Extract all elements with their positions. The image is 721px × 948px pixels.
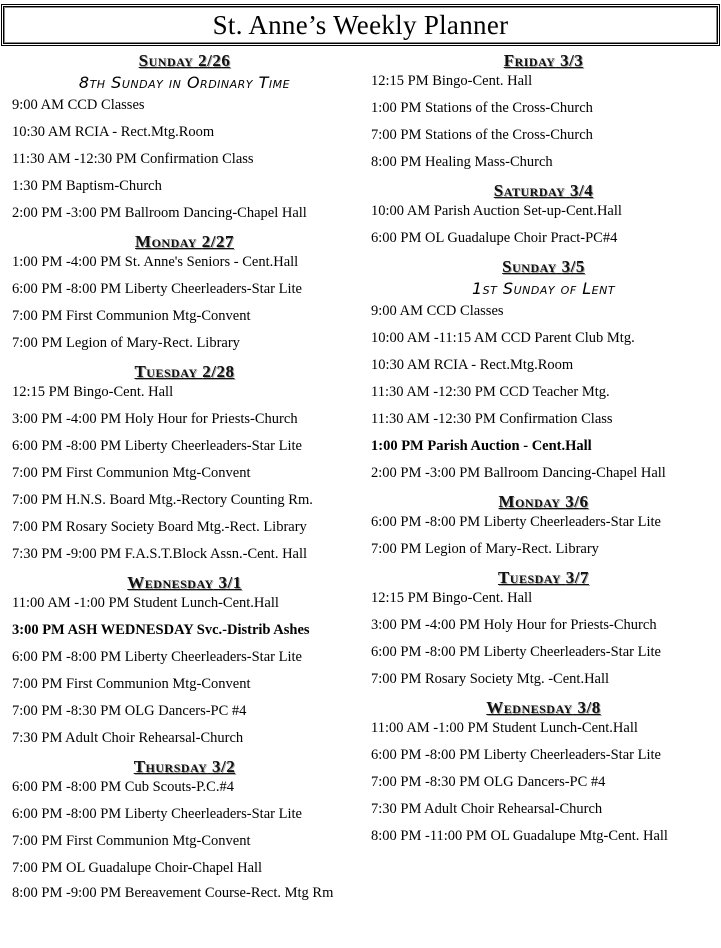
- day-section: [12, 572, 357, 747]
- day-name: Tuesday: [497, 568, 562, 587]
- day-name: Saturday: [493, 181, 566, 200]
- day-date: 3/2: [212, 757, 236, 776]
- left-column: [12, 50, 357, 910]
- event-item: 11:30 AM -12:30 PM Confirmation Class: [371, 411, 613, 427]
- event-item: 10:00 AM -11:15 AM CCD Parent Club Mtg.: [371, 330, 635, 346]
- day-name: Tuesday: [134, 362, 198, 381]
- event-item: 7:00 PM First Communion Mtg-Convent: [12, 676, 251, 692]
- day-header: [371, 567, 716, 589]
- day-section: [371, 256, 716, 482]
- event-item: 9:00 AM CCD Classes: [371, 303, 504, 319]
- day-name: Sunday: [138, 51, 194, 70]
- event-item: 12:15 PM Bingo-Cent. Hall: [371, 73, 533, 89]
- day-header: [371, 50, 716, 72]
- day-date: 3/6: [565, 492, 589, 511]
- day-header: [371, 180, 716, 202]
- day-header: [12, 756, 357, 778]
- day-section: [371, 180, 716, 247]
- day-name: Monday: [498, 492, 561, 511]
- event-item: 8:00 PM Healing Mass-Church: [371, 154, 553, 170]
- day-section: [12, 756, 357, 901]
- day-date: 3/3: [560, 51, 584, 70]
- event-item: 7:00 PM First Communion Mtg-Convent: [12, 465, 251, 481]
- event-item: 7:30 PM Adult Choir Rehearsal-Church: [371, 801, 603, 817]
- event-item: 8:00 PM -9:00 PM Bereavement Course-Rect. Mtg Rm: [12, 885, 334, 901]
- event-item: 7:00 PM Rosary Society Board Mtg.-Rect. Library: [12, 519, 307, 535]
- day-section: [371, 567, 716, 688]
- event-item: 10:30 AM RCIA - Rect.Mtg.Room: [371, 357, 574, 373]
- event-item: 7:00 PM H.N.S. Board Mtg.-Rectory Counting Rm.: [12, 492, 313, 508]
- event-item: 6:00 PM -8:00 PM Liberty Cheerleaders-Star Lite: [12, 649, 302, 665]
- event-item: 10:00 AM Parish Auction Set-up-Cent.Hall: [371, 203, 622, 219]
- day-header: [12, 361, 357, 383]
- event-item: 1:00 PM Parish Auction - Cent.Hall: [371, 438, 592, 454]
- day-name: Sunday: [502, 257, 557, 276]
- event-item: 11:00 AM -1:00 PM Student Lunch-Cent.Hall: [371, 720, 638, 736]
- event-item: 7:00 PM OL Guadalupe Choir-Chapel Hall: [12, 860, 263, 876]
- day-header: [12, 231, 357, 253]
- event-item: 1:00 PM Stations of the Cross-Church: [371, 100, 593, 116]
- event-item: 6:00 PM -8:00 PM Liberty Cheerleaders-Star Lite: [371, 514, 661, 530]
- event-item: 7:00 PM Legion of Mary-Rect. Library: [12, 335, 240, 351]
- day-date: 2/28: [202, 362, 235, 381]
- event-item: 3:00 PM -4:00 PM Holy Hour for Priests-Church: [371, 617, 657, 633]
- day-section: [371, 491, 716, 558]
- event-item: 7:00 PM -8:30 PM OLG Dancers-PC #4: [12, 703, 247, 719]
- day-name: Thursday: [133, 757, 208, 776]
- day-header: [371, 491, 716, 513]
- event-item: 3:00 PM ASH WEDNESDAY Svc.-Distrib Ashes: [12, 622, 310, 638]
- event-item: 6:00 PM -8:00 PM Liberty Cheerleaders-Star Lite: [12, 806, 302, 822]
- event-item: 3:00 PM -4:00 PM Holy Hour for Priests-Church: [12, 411, 298, 427]
- event-item: 6:00 PM -8:00 PM Liberty Cheerleaders-Star Lite: [12, 281, 302, 297]
- day-section: [12, 231, 357, 352]
- event-item: 6:00 PM -8:00 PM Liberty Cheerleaders-Star Lite: [371, 747, 661, 763]
- event-item: 12:15 PM Bingo-Cent. Hall: [12, 384, 174, 400]
- day-name: Wednesday: [486, 698, 573, 717]
- event-item: 1:30 PM Baptism-Church: [12, 178, 162, 194]
- day-date: 3/4: [569, 181, 594, 200]
- event-item: 11:30 AM -12:30 PM Confirmation Class: [12, 151, 254, 167]
- liturgical-occasion: 8th Sunday in Ordinary Time: [78, 73, 291, 92]
- event-item: 6:00 PM -8:00 PM Liberty Cheerleaders-Star Lite: [371, 644, 661, 660]
- event-item: 9:00 AM CCD Classes: [12, 97, 145, 113]
- event-item: 11:30 AM -12:30 PM CCD Teacher Mtg.: [371, 384, 610, 400]
- event-item: 6:00 PM OL Guadalupe Choir Pract-PC#4: [371, 230, 618, 246]
- day-name: Monday: [135, 232, 197, 251]
- event-item: 7:00 PM First Communion Mtg-Convent: [12, 833, 251, 849]
- event-item: 6:00 PM -8:00 PM Liberty Cheerleaders-Star Lite: [12, 438, 302, 454]
- day-section: [12, 50, 357, 222]
- day-header: [12, 50, 357, 72]
- day-header: [12, 572, 357, 594]
- event-item: 2:00 PM -3:00 PM Ballroom Dancing-Chapel Hall: [371, 465, 666, 481]
- day-header: [371, 256, 716, 278]
- event-item: 10:30 AM RCIA - Rect.Mtg.Room: [12, 124, 215, 140]
- event-item: 7:00 PM First Communion Mtg-Convent: [12, 308, 251, 324]
- event-item: 7:00 PM -8:30 PM OLG Dancers-PC #4: [371, 774, 606, 790]
- day-date: 2/27: [201, 232, 234, 251]
- day-section: [371, 50, 716, 171]
- event-item: 8:00 PM -11:00 PM OL Guadalupe Mtg-Cent. Hall: [371, 828, 668, 844]
- event-item: 7:00 PM Rosary Society Mtg. -Cent.Hall: [371, 671, 610, 687]
- event-item: 6:00 PM -8:00 PM Cub Scouts-P.C.#4: [12, 779, 234, 795]
- day-date: 3/1: [218, 573, 242, 592]
- liturgical-occasion: 1st Sunday of Lent: [471, 279, 616, 298]
- day-date: 3/7: [565, 568, 590, 587]
- right-column: [371, 50, 716, 854]
- day-name: Wednesday: [127, 573, 214, 592]
- event-item: 2:00 PM -3:00 PM Ballroom Dancing-Chapel Hall: [12, 205, 307, 221]
- event-item: 12:15 PM Bingo-Cent. Hall: [371, 590, 533, 606]
- planner-title: St. Anne’s Weekly Planner: [1, 4, 720, 46]
- day-date: 3/8: [577, 698, 601, 717]
- event-item: 1:00 PM -4:00 PM St. Anne's Seniors - Cent.Hall: [12, 254, 299, 270]
- day-section: [12, 361, 357, 563]
- day-date: 2/26: [198, 51, 231, 70]
- day-name: Friday: [503, 51, 556, 70]
- event-item: 7:00 PM Legion of Mary-Rect. Library: [371, 541, 599, 557]
- event-item: 7:30 PM -9:00 PM F.A.S.T.Block Assn.-Cent. Hall: [12, 546, 308, 562]
- event-item: 11:00 AM -1:00 PM Student Lunch-Cent.Hall: [12, 595, 279, 611]
- day-date: 3/5: [561, 257, 585, 276]
- day-header: [371, 697, 716, 719]
- event-item: 7:30 PM Adult Choir Rehearsal-Church: [12, 730, 244, 746]
- event-item: 7:00 PM Stations of the Cross-Church: [371, 127, 593, 143]
- day-section: [371, 697, 716, 845]
